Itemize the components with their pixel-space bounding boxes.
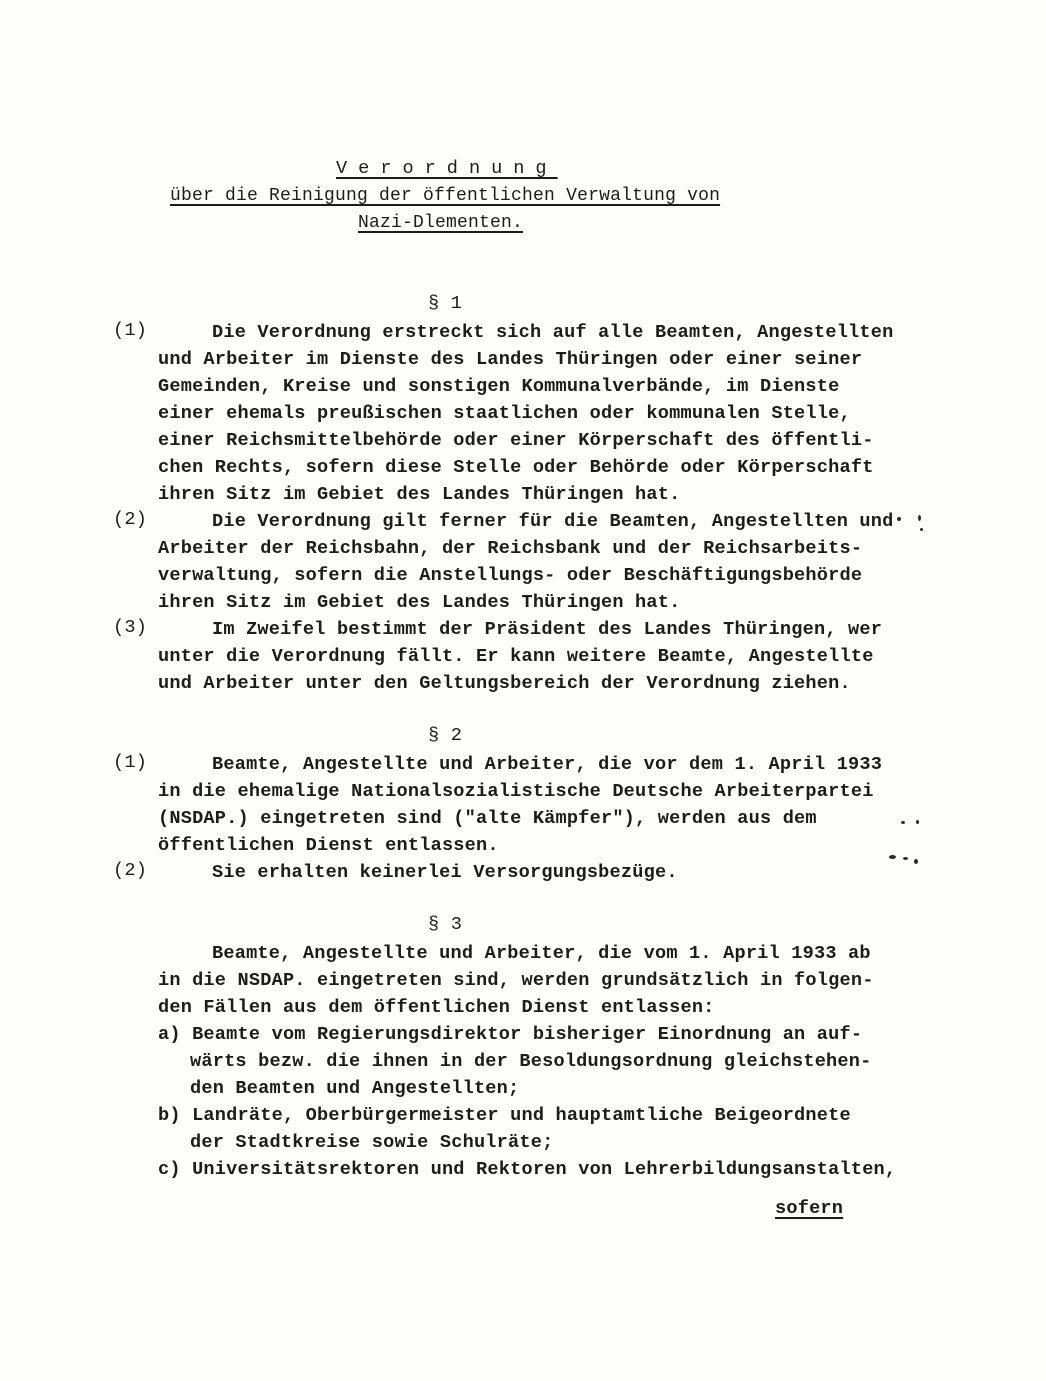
s3-item-b-line: der Stadtkreise sowie Schulräte; [190, 1132, 554, 1153]
s1-p3-line: unter die Verordnung fällt. Er kann weitere Beamte, Angestellte [158, 646, 874, 667]
s1-p3-number: (3) [113, 617, 148, 638]
s1-p1-line: Die Verordnung erstreckt sich auf alle Beamten, Angestellten [212, 322, 894, 343]
s3-intro-line: Beamte, Angestellte und Arbeiter, die vom 1. April 1933 ab [212, 943, 871, 964]
s1-p2-number: (2) [113, 509, 148, 530]
scan-speck [901, 821, 905, 824]
s2-p2-line: Sie erhalten keinerlei Versorgungsbezüge. [212, 862, 678, 883]
s1-p1-line: Gemeinden, Kreise und sonstigen Kommunalverbände, im Dienste [158, 376, 840, 397]
scan-speck [889, 855, 896, 859]
s3-intro-line: den Fällen aus dem öffentlichen Dienst entlassen: [158, 997, 715, 1018]
s1-p3-line: und Arbeiter unter den Geltungsbereich der Verordnung ziehen. [158, 673, 851, 694]
s2-p2-number: (2) [113, 860, 148, 881]
s2-p1-line: öffentlichen Dienst entlassen. [158, 835, 499, 856]
continuation-catchword: sofern [775, 1198, 844, 1219]
s3-item-b-line: b) Landräte, Oberbürgermeister und hauptamtliche Beigeordnete [158, 1105, 851, 1126]
s1-p1-number: (1) [113, 320, 148, 341]
scan-speck [918, 515, 921, 521]
scan-speck [916, 820, 919, 824]
s1-p1-line: und Arbeiter im Dienste des Landes Thüringen oder einer seiner [158, 349, 863, 370]
s3-item-a-line: den Beamten und Angestellten; [190, 1078, 520, 1099]
s1-p1-line: chen Rechts, sofern diese Stelle oder Behörde oder Körperschaft [158, 457, 874, 478]
s2-p1-line: Beamte, Angestellte und Arbeiter, die vor dem 1. April 1933 [212, 754, 883, 775]
s3-item-a-line: wärts bezw. die ihnen in der Besoldungsordnung gleichstehen- [190, 1051, 872, 1072]
s1-p2-line: Arbeiter der Reichsbahn, der Reichsbank und der Reichsarbeits- [158, 538, 863, 559]
document-subtitle-line-2: Nazi-Dlementen. [358, 213, 524, 233]
s2-p1-line: in die ehemalige Nationalsozialistische Deutsche Arbeiterpartei [158, 781, 874, 802]
s1-p1-line: einer Reichsmittelbehörde oder einer Körperschaft des öffentli- [158, 430, 874, 451]
s1-p2-line: verwaltung, sofern die Anstellungs- oder Beschäftigungsbehörde [158, 565, 863, 586]
s3-item-a-line: a) Beamte vom Regierungsdirektor bisheriger Einordnung an auf- [158, 1024, 863, 1045]
scan-speck [914, 859, 918, 864]
s1-p2-line: Die Verordnung gilt ferner für die Beamten, Angestellten und [212, 511, 894, 532]
section-1-heading: § 1 [428, 293, 463, 314]
section-2-heading: § 2 [428, 725, 463, 746]
s1-p1-line: einer ehemals preußischen staatlichen oder kommunalen Stelle, [158, 403, 851, 424]
s1-p3-line: Im Zweifel bestimmt der Präsident des Landes Thüringen, wer [212, 619, 883, 640]
s2-p1-line: (NSDAP.) eingetreten sind ("alte Kämpfer"), werden aus dem [158, 808, 817, 829]
s3-item-c-line: c) Universitätsrektoren und Rektoren von Lehrerbildungsanstalten, [158, 1159, 897, 1180]
s3-intro-line: in die NSDAP. eingetreten sind, werden grundsätzlich in folgen- [158, 970, 874, 991]
s1-p2-line: ihren Sitz im Gebiet des Landes Thüringen hat. [158, 592, 681, 613]
s1-p1-line: ihren Sitz im Gebiet des Landes Thüringen hat. [158, 484, 681, 505]
document-title: Verordnung [336, 158, 558, 179]
s2-p1-number: (1) [113, 752, 148, 773]
section-3-heading: § 3 [428, 914, 463, 935]
scan-speck [920, 528, 923, 531]
scan-speck [903, 857, 908, 860]
document-subtitle-line-1: über die Reinigung der öffentlichen Verwaltung von [170, 186, 721, 206]
scan-speck [897, 517, 901, 521]
